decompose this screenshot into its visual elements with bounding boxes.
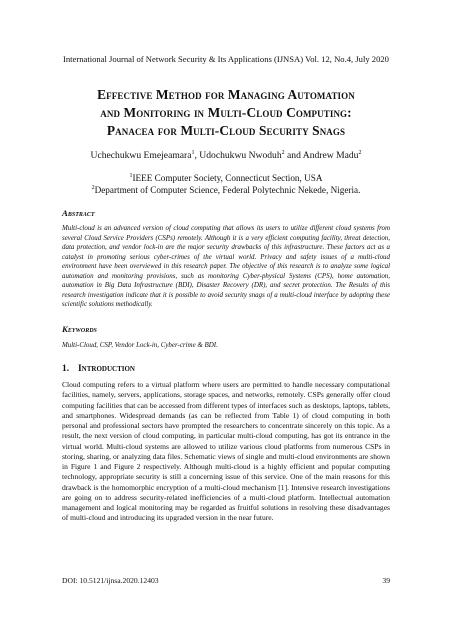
title-line: Effective Method for Managing Automation bbox=[97, 87, 355, 102]
author-name: Andrew Madu bbox=[302, 150, 359, 161]
author-separator: , bbox=[194, 150, 200, 161]
author-list bbox=[0, 150, 452, 162]
paper-title bbox=[40, 86, 412, 140]
introduction-heading bbox=[62, 364, 135, 375]
affiliations bbox=[0, 172, 452, 196]
affiliation-text: Department of Computer Science, Federal Polytechnic Nekede, Nigeria. bbox=[94, 185, 361, 195]
title-line: and Monitoring in Multi-Cloud Computing: bbox=[100, 105, 352, 120]
author-affiliation-mark: 2 bbox=[358, 149, 362, 156]
section-title: Introduction bbox=[78, 364, 135, 374]
author-separator: and bbox=[284, 150, 303, 161]
doi: DOI: 10.5121/ijnsa.2020.12403 bbox=[62, 576, 159, 585]
keywords-heading: Keywords bbox=[62, 324, 97, 334]
author-name: Uchechukwu Emejeamara bbox=[90, 150, 192, 161]
author-affiliation-mark: 1 bbox=[191, 149, 195, 156]
author-name: Udochukwu Nwoduh bbox=[199, 150, 282, 161]
affiliation-mark: 2 bbox=[91, 184, 95, 191]
abstract-heading: Abstract bbox=[62, 208, 95, 218]
introduction-text: Cloud computing refers to a virtual platform where users are permitted to handle necessary computational facilities, namely, servers, applications, storage spaces, and networks, remotely. CSPs generally offer cloud computing facilities that can be accessed from different types of interfaces such as desktops, laptops, tablets, and smartphones. Widespread demands (as can be reflected from Table 1) of cloud computing in both personal and professional sectors have prompted the researchers to concentrate sincerely on this topic. As a result, the next version of cloud computing, in particular multi-cloud computing, has got its entrance in the virtual world. Multi-cloud systems are allowed to utilize various cloud platforms from numerous CSPs in storing, sharing, or analyzing data files. Schematic views of single and multi-cloud environments are shown in Figure 1 and Figure 2 respectively. Although multi-cloud is a highly efficient and popular computing technology, appropriate security is still a concerning issue of this service. One of the main reasons for this drawback is the homomorphic encryption of a multi-cloud mechanism [1]. Intensive research investigations are going on to address security-related inefficiencies of a multi-cloud platform. Intellectual automation management and logical monitoring may be regarded as fruitful solutions in resolving these disadvantages of multi-cloud and introducing its upgraded version in the near future. bbox=[62, 380, 390, 523]
affiliation-text: IEEE Computer Society, Connecticut Section, USA bbox=[132, 173, 323, 183]
affiliation bbox=[0, 184, 452, 196]
abstract-text: Multi-cloud is an advanced version of cloud computing that allows its users to utilize different cloud systems from several Cloud Service Providers (CSPs) remotely. Although it is a very efficient computing facility, threat detection, data protection, and vendor lock-in are the major security drawbacks of this infrastructure. These factors act as a catalyst in promoting serious cyber-crimes of the virtual world. Privacy and safety issues of a multi-cloud environment have been overviewed in this research paper. The objective of this research is to analyze some logical automation and monitoring provisions, such as monitoring Cyber-physical Systems (CPS), home automation, automation in Big Data Infrastructure (BDI), Disaster Recovery (DR), and secret protection. The Results of this research investigation indicate that it is possible to avoid security snags of a multi-cloud interface by adopting these scientific solutions methodically. bbox=[62, 224, 390, 308]
keywords-text: Multi-Cloud, CSP, Vendor Lock-in, Cyber-crime & BDI. bbox=[62, 341, 218, 349]
author-affiliation-mark: 2 bbox=[281, 149, 285, 156]
title-line: Panacea for Multi-Cloud Security Snags bbox=[106, 123, 346, 138]
journal-header: International Journal of Network Security & Its Applications (IJNSA) Vol. 12, No.4, July 2020 bbox=[63, 54, 389, 64]
affiliation bbox=[0, 172, 452, 184]
page-number: 39 bbox=[382, 576, 390, 585]
section-number: 1. bbox=[62, 364, 70, 374]
affiliation-mark: 1 bbox=[129, 172, 133, 179]
